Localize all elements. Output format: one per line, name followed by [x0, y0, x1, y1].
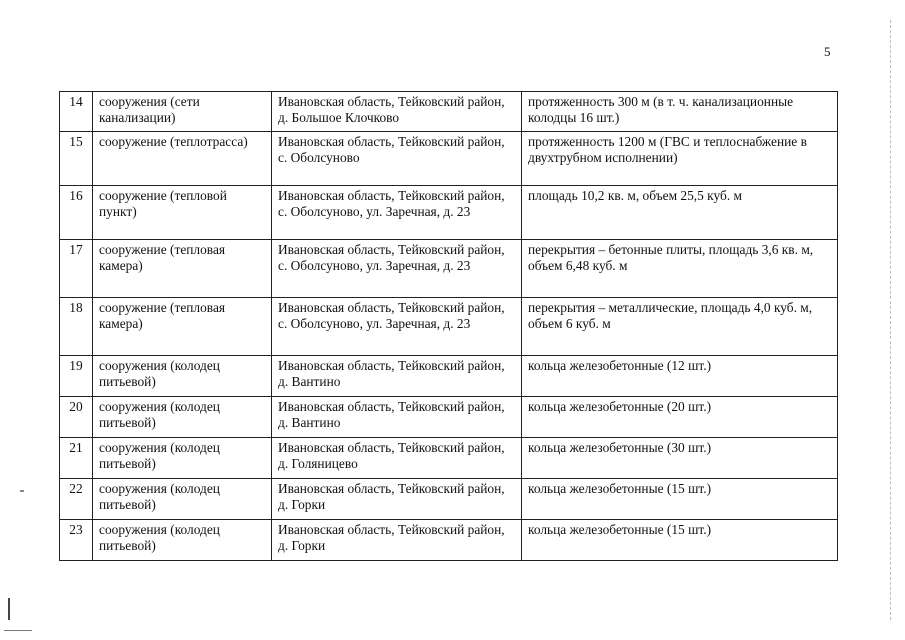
object-name-cell: сооружение (тепловая камера)	[93, 240, 272, 298]
scan-artifact-mark	[8, 598, 10, 620]
table-row	[60, 186, 838, 240]
object-name-cell: сооружения (колодец питьевой)	[93, 438, 272, 479]
scan-artifact-dash	[4, 630, 32, 631]
characteristics-cell: кольца железобетонные (15 шт.)	[522, 479, 838, 520]
address-cell: Ивановская область, Тейковский район, с. Оболсуново	[272, 132, 522, 186]
page-number: 5	[824, 44, 831, 59]
address-cell: Ивановская область, Тейковский район, д. Вантино	[272, 397, 522, 438]
characteristics-cell: протяженность 300 м (в т. ч. канализационные колодцы 16 шт.)	[522, 92, 838, 132]
characteristics-cell: кольца железобетонные (15 шт.)	[522, 520, 838, 561]
object-name-cell: сооружения (колодец питьевой)	[93, 356, 272, 397]
characteristics-cell: кольца железобетонные (12 шт.)	[522, 356, 838, 397]
characteristics-cell: кольца железобетонные (30 шт.)	[522, 438, 838, 479]
table-row	[60, 132, 838, 186]
property-table	[59, 91, 838, 561]
table-row	[60, 298, 838, 356]
table-row	[60, 520, 838, 561]
row-number: 16	[60, 186, 93, 240]
table-row	[60, 92, 838, 132]
characteristics-cell: протяженность 1200 м (ГВС и теплоснабжение в двухтрубном исполнении)	[522, 132, 838, 186]
row-number: 22	[60, 479, 93, 520]
row-number: 14	[60, 92, 93, 132]
table-row	[60, 397, 838, 438]
characteristics-cell: площадь 10,2 кв. м, объем 25,5 куб. м	[522, 186, 838, 240]
address-cell: Ивановская область, Тейковский район, д. Горки	[272, 479, 522, 520]
characteristics-cell: перекрытия – бетонные плиты, площадь 3,6 кв. м, объем 6,48 куб. м	[522, 240, 838, 298]
address-cell: Ивановская область, Тейковский район, д. Большое Клочково	[272, 92, 522, 132]
table-row	[60, 240, 838, 298]
scan-artifact-dot	[20, 490, 24, 492]
object-name-cell: сооружения (колодец питьевой)	[93, 520, 272, 561]
row-number: 17	[60, 240, 93, 298]
address-cell: Ивановская область, Тейковский район, с. Оболсуново, ул. Заречная, д. 23	[272, 186, 522, 240]
address-cell: Ивановская область, Тейковский район, с. Оболсуново, ул. Заречная, д. 23	[272, 298, 522, 356]
object-name-cell: сооружения (сети канализации)	[93, 92, 272, 132]
row-number: 19	[60, 356, 93, 397]
object-name-cell: сооружение (тепловая камера)	[93, 298, 272, 356]
characteristics-cell: кольца железобетонные (20 шт.)	[522, 397, 838, 438]
table-row	[60, 479, 838, 520]
row-number: 18	[60, 298, 93, 356]
row-number: 20	[60, 397, 93, 438]
page-edge-line	[890, 20, 891, 620]
object-name-cell: сооружение (тепловой пункт)	[93, 186, 272, 240]
address-cell: Ивановская область, Тейковский район, д. Голяницево	[272, 438, 522, 479]
object-name-cell: сооружения (колодец питьевой)	[93, 479, 272, 520]
characteristics-cell: перекрытия – металлические, площадь 4,0 куб. м, объем 6 куб. м	[522, 298, 838, 356]
row-number: 15	[60, 132, 93, 186]
row-number: 21	[60, 438, 93, 479]
row-number: 23	[60, 520, 93, 561]
table-row	[60, 438, 838, 479]
table-row	[60, 356, 838, 397]
object-name-cell: сооружение (теплотрасса)	[93, 132, 272, 186]
address-cell: Ивановская область, Тейковский район, д. Горки	[272, 520, 522, 561]
address-cell: Ивановская область, Тейковский район, д. Вантино	[272, 356, 522, 397]
object-name-cell: сооружения (колодец питьевой)	[93, 397, 272, 438]
address-cell: Ивановская область, Тейковский район, с. Оболсуново, ул. Заречная, д. 23	[272, 240, 522, 298]
